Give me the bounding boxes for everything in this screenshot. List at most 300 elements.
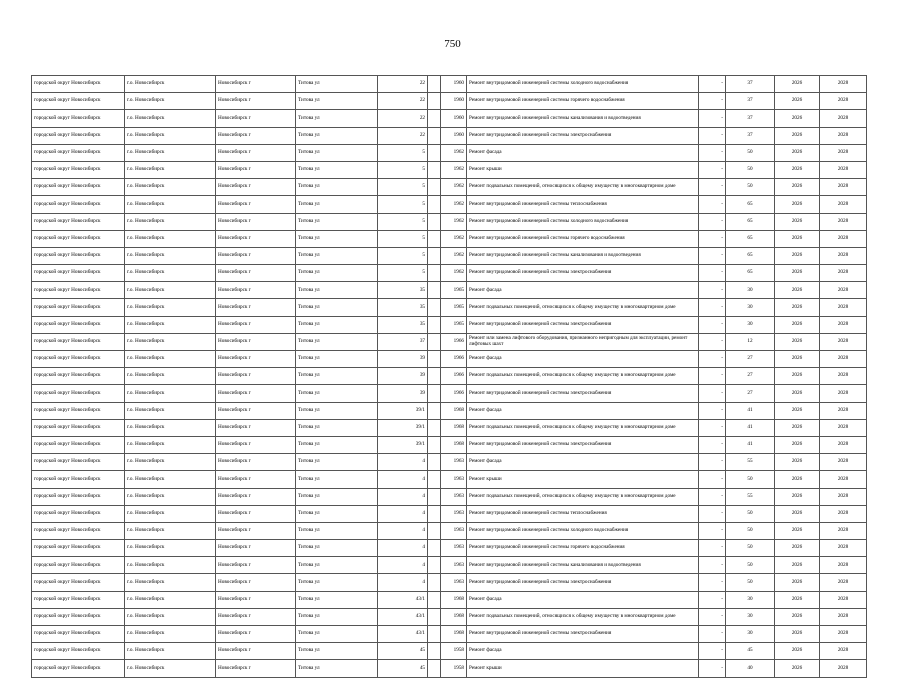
start-year-cell: 2026 bbox=[775, 488, 820, 505]
dash-cell: - bbox=[699, 110, 726, 127]
table-body bbox=[32, 76, 867, 678]
municipality-cell: городской округ Новосибирск bbox=[32, 196, 125, 213]
building-cell bbox=[428, 557, 441, 574]
work-type-cell: Ремонт подвальных помещений, относящихся к общему имуществу в многоквартирном доме bbox=[467, 368, 699, 385]
year-cell: 1965 bbox=[441, 316, 467, 333]
period-cell: 50 bbox=[726, 574, 775, 591]
city-cell: Новосибирск г bbox=[216, 608, 296, 625]
city-cell: Новосибирск г bbox=[216, 540, 296, 557]
start-year-cell: 2026 bbox=[775, 351, 820, 368]
city-cell: Новосибирск г bbox=[216, 282, 296, 299]
period-cell: 50 bbox=[726, 540, 775, 557]
dash-cell: - bbox=[699, 351, 726, 368]
building-cell bbox=[428, 213, 441, 230]
street-cell: Титова ул bbox=[296, 522, 378, 539]
end-year-cell: 2028 bbox=[820, 247, 867, 264]
street-cell: Титова ул bbox=[296, 643, 378, 660]
table-row bbox=[32, 385, 867, 402]
dash-cell: - bbox=[699, 471, 726, 488]
city-cell: Новосибирск г bbox=[216, 385, 296, 402]
start-year-cell: 2026 bbox=[775, 196, 820, 213]
city-cell: Новосибирск г bbox=[216, 454, 296, 471]
street-cell: Титова ул bbox=[296, 316, 378, 333]
start-year-cell: 2026 bbox=[775, 419, 820, 436]
work-type-cell: Ремонт крыши bbox=[467, 471, 699, 488]
street-cell: Титова ул bbox=[296, 436, 378, 453]
city-cell: Новосибирск г bbox=[216, 626, 296, 643]
building-cell bbox=[428, 660, 441, 677]
district-cell: г.о. Новосибирск bbox=[125, 591, 216, 608]
dash-cell: - bbox=[699, 368, 726, 385]
start-year-cell: 2026 bbox=[775, 247, 820, 264]
table-row bbox=[32, 161, 867, 178]
street-cell: Титова ул bbox=[296, 265, 378, 282]
district-cell: г.о. Новосибирск bbox=[125, 282, 216, 299]
house-cell: 45 bbox=[378, 643, 428, 660]
city-cell: Новосибирск г bbox=[216, 557, 296, 574]
house-cell: 39/1 bbox=[378, 402, 428, 419]
start-year-cell: 2026 bbox=[775, 179, 820, 196]
period-cell: 40 bbox=[726, 660, 775, 677]
house-cell: 45 bbox=[378, 660, 428, 677]
building-cell bbox=[428, 488, 441, 505]
table-row bbox=[32, 591, 867, 608]
end-year-cell: 2028 bbox=[820, 402, 867, 419]
work-type-cell: Ремонт внутридомовой инженерной системы горячего водоснабжения bbox=[467, 540, 699, 557]
district-cell: г.о. Новосибирск bbox=[125, 196, 216, 213]
year-cell: 1965 bbox=[441, 282, 467, 299]
dash-cell: - bbox=[699, 660, 726, 677]
house-cell: 39/1 bbox=[378, 419, 428, 436]
dash-cell: - bbox=[699, 179, 726, 196]
street-cell: Титова ул bbox=[296, 213, 378, 230]
work-type-cell: Ремонт внутридомовой инженерной системы электроснабжения bbox=[467, 127, 699, 144]
work-type-cell: Ремонт внутридомовой инженерной системы электроснабжения bbox=[467, 436, 699, 453]
municipality-cell: городской округ Новосибирск bbox=[32, 385, 125, 402]
dash-cell: - bbox=[699, 643, 726, 660]
work-type-cell: Ремонт внутридомовой инженерной системы теплоснабжения bbox=[467, 196, 699, 213]
end-year-cell: 2028 bbox=[820, 540, 867, 557]
district-cell: г.о. Новосибирск bbox=[125, 505, 216, 522]
house-cell: 35 bbox=[378, 299, 428, 316]
street-cell: Титова ул bbox=[296, 127, 378, 144]
end-year-cell: 2028 bbox=[820, 643, 867, 660]
year-cell: 1962 bbox=[441, 213, 467, 230]
work-type-cell: Ремонт внутридомовой инженерной системы холодного водоснабжения bbox=[467, 76, 699, 93]
table-row bbox=[32, 522, 867, 539]
end-year-cell: 2028 bbox=[820, 436, 867, 453]
street-cell: Титова ул bbox=[296, 608, 378, 625]
period-cell: 30 bbox=[726, 626, 775, 643]
end-year-cell: 2028 bbox=[820, 110, 867, 127]
street-cell: Титова ул bbox=[296, 333, 378, 350]
municipality-cell: городской округ Новосибирск bbox=[32, 333, 125, 350]
building-cell bbox=[428, 333, 441, 350]
period-cell: 41 bbox=[726, 436, 775, 453]
municipality-cell: городской округ Новосибирск bbox=[32, 436, 125, 453]
work-type-cell: Ремонт внутридомовой инженерной системы холодного водоснабжения bbox=[467, 213, 699, 230]
table-row bbox=[32, 626, 867, 643]
table-row bbox=[32, 488, 867, 505]
municipality-cell: городской округ Новосибирск bbox=[32, 402, 125, 419]
street-cell: Титова ул bbox=[296, 574, 378, 591]
dash-cell: - bbox=[699, 282, 726, 299]
dash-cell: - bbox=[699, 436, 726, 453]
year-cell: 1965 bbox=[441, 299, 467, 316]
end-year-cell: 2028 bbox=[820, 454, 867, 471]
dash-cell: - bbox=[699, 316, 726, 333]
start-year-cell: 2026 bbox=[775, 76, 820, 93]
table-row bbox=[32, 660, 867, 677]
municipality-cell: городской округ Новосибирск bbox=[32, 282, 125, 299]
start-year-cell: 2026 bbox=[775, 93, 820, 110]
district-cell: г.о. Новосибирск bbox=[125, 471, 216, 488]
end-year-cell: 2028 bbox=[820, 213, 867, 230]
start-year-cell: 2026 bbox=[775, 213, 820, 230]
table-row bbox=[32, 316, 867, 333]
district-cell: г.о. Новосибирск bbox=[125, 144, 216, 161]
district-cell: г.о. Новосибирск bbox=[125, 626, 216, 643]
work-type-cell: Ремонт внутридомовой инженерной системы холодного водоснабжения bbox=[467, 522, 699, 539]
end-year-cell: 2028 bbox=[820, 230, 867, 247]
district-cell: г.о. Новосибирск bbox=[125, 522, 216, 539]
municipality-cell: городской округ Новосибирск bbox=[32, 540, 125, 557]
dash-cell: - bbox=[699, 76, 726, 93]
year-cell: 1958 bbox=[441, 643, 467, 660]
work-type-cell: Ремонт фасада bbox=[467, 351, 699, 368]
year-cell: 1968 bbox=[441, 402, 467, 419]
street-cell: Титова ул bbox=[296, 557, 378, 574]
municipality-cell: городской округ Новосибирск bbox=[32, 161, 125, 178]
table-row bbox=[32, 110, 867, 127]
street-cell: Титова ул bbox=[296, 454, 378, 471]
work-type-cell: Ремонт внутридомовой инженерной системы теплоснабжения bbox=[467, 505, 699, 522]
district-cell: г.о. Новосибирск bbox=[125, 660, 216, 677]
table-row bbox=[32, 127, 867, 144]
city-cell: Новосибирск г bbox=[216, 93, 296, 110]
start-year-cell: 2026 bbox=[775, 282, 820, 299]
building-cell bbox=[428, 454, 441, 471]
district-cell: г.о. Новосибирск bbox=[125, 385, 216, 402]
building-cell bbox=[428, 522, 441, 539]
period-cell: 55 bbox=[726, 454, 775, 471]
street-cell: Титова ул bbox=[296, 247, 378, 264]
dash-cell: - bbox=[699, 127, 726, 144]
dash-cell: - bbox=[699, 385, 726, 402]
end-year-cell: 2028 bbox=[820, 608, 867, 625]
building-cell bbox=[428, 247, 441, 264]
dash-cell: - bbox=[699, 265, 726, 282]
municipality-cell: городской округ Новосибирск bbox=[32, 316, 125, 333]
street-cell: Титова ул bbox=[296, 385, 378, 402]
end-year-cell: 2028 bbox=[820, 419, 867, 436]
municipality-cell: городской округ Новосибирск bbox=[32, 608, 125, 625]
work-type-cell: Ремонт подвальных помещений, относящихся к общему имуществу в многоквартирном доме bbox=[467, 299, 699, 316]
house-cell: 35 bbox=[378, 282, 428, 299]
work-type-cell: Ремонт внутридомовой инженерной системы электроснабжения bbox=[467, 265, 699, 282]
end-year-cell: 2028 bbox=[820, 316, 867, 333]
city-cell: Новосибирск г bbox=[216, 265, 296, 282]
house-cell: 22 bbox=[378, 76, 428, 93]
year-cell: 1960 bbox=[441, 110, 467, 127]
start-year-cell: 2026 bbox=[775, 626, 820, 643]
street-cell: Титова ул bbox=[296, 351, 378, 368]
house-cell: 43/1 bbox=[378, 591, 428, 608]
building-cell bbox=[428, 643, 441, 660]
city-cell: Новосибирск г bbox=[216, 436, 296, 453]
period-cell: 41 bbox=[726, 419, 775, 436]
municipality-cell: городской округ Новосибирск bbox=[32, 574, 125, 591]
municipality-cell: городской округ Новосибирск bbox=[32, 230, 125, 247]
house-cell: 43/1 bbox=[378, 626, 428, 643]
dash-cell: - bbox=[699, 454, 726, 471]
year-cell: 1960 bbox=[441, 76, 467, 93]
house-cell: 37 bbox=[378, 333, 428, 350]
house-cell: 5 bbox=[378, 161, 428, 178]
house-cell: 5 bbox=[378, 247, 428, 264]
repair-schedule-table bbox=[31, 75, 867, 678]
work-type-cell: Ремонт внутридомовой инженерной системы электроснабжения bbox=[467, 316, 699, 333]
start-year-cell: 2026 bbox=[775, 299, 820, 316]
district-cell: г.о. Новосибирск bbox=[125, 419, 216, 436]
building-cell bbox=[428, 316, 441, 333]
municipality-cell: городской округ Новосибирск bbox=[32, 643, 125, 660]
city-cell: Новосибирск г bbox=[216, 419, 296, 436]
year-cell: 1960 bbox=[441, 127, 467, 144]
start-year-cell: 2026 bbox=[775, 471, 820, 488]
dash-cell: - bbox=[699, 540, 726, 557]
table-row bbox=[32, 643, 867, 660]
city-cell: Новосибирск г bbox=[216, 76, 296, 93]
house-cell: 43/1 bbox=[378, 608, 428, 625]
city-cell: Новосибирск г bbox=[216, 505, 296, 522]
period-cell: 45 bbox=[726, 643, 775, 660]
city-cell: Новосибирск г bbox=[216, 127, 296, 144]
table-row bbox=[32, 265, 867, 282]
municipality-cell: городской округ Новосибирск bbox=[32, 127, 125, 144]
dash-cell: - bbox=[699, 230, 726, 247]
period-cell: 27 bbox=[726, 351, 775, 368]
period-cell: 27 bbox=[726, 368, 775, 385]
building-cell bbox=[428, 385, 441, 402]
house-cell: 39 bbox=[378, 351, 428, 368]
building-cell bbox=[428, 419, 441, 436]
building-cell bbox=[428, 230, 441, 247]
table-row bbox=[32, 540, 867, 557]
building-cell bbox=[428, 299, 441, 316]
dash-cell: - bbox=[699, 522, 726, 539]
end-year-cell: 2028 bbox=[820, 574, 867, 591]
year-cell: 1962 bbox=[441, 265, 467, 282]
work-type-cell: Ремонт подвальных помещений, относящихся к общему имуществу в многоквартирном доме bbox=[467, 179, 699, 196]
period-cell: 27 bbox=[726, 385, 775, 402]
dash-cell: - bbox=[699, 574, 726, 591]
municipality-cell: городской округ Новосибирск bbox=[32, 179, 125, 196]
street-cell: Титова ул bbox=[296, 488, 378, 505]
end-year-cell: 2028 bbox=[820, 93, 867, 110]
start-year-cell: 2026 bbox=[775, 608, 820, 625]
building-cell bbox=[428, 368, 441, 385]
house-cell: 4 bbox=[378, 574, 428, 591]
period-cell: 12 bbox=[726, 333, 775, 350]
dash-cell: - bbox=[699, 144, 726, 161]
dash-cell: - bbox=[699, 196, 726, 213]
table-row bbox=[32, 213, 867, 230]
city-cell: Новосибирск г bbox=[216, 299, 296, 316]
district-cell: г.о. Новосибирск bbox=[125, 574, 216, 591]
building-cell bbox=[428, 436, 441, 453]
work-type-cell: Ремонт фасада bbox=[467, 643, 699, 660]
municipality-cell: городской округ Новосибирск bbox=[32, 591, 125, 608]
table-row bbox=[32, 93, 867, 110]
period-cell: 50 bbox=[726, 557, 775, 574]
house-cell: 35 bbox=[378, 316, 428, 333]
dash-cell: - bbox=[699, 591, 726, 608]
start-year-cell: 2026 bbox=[775, 316, 820, 333]
house-cell: 4 bbox=[378, 488, 428, 505]
end-year-cell: 2028 bbox=[820, 626, 867, 643]
start-year-cell: 2026 bbox=[775, 643, 820, 660]
building-cell bbox=[428, 76, 441, 93]
house-cell: 4 bbox=[378, 540, 428, 557]
city-cell: Новосибирск г bbox=[216, 333, 296, 350]
table-row bbox=[32, 179, 867, 196]
municipality-cell: городской округ Новосибирск bbox=[32, 368, 125, 385]
dash-cell: - bbox=[699, 402, 726, 419]
period-cell: 30 bbox=[726, 299, 775, 316]
city-cell: Новосибирск г bbox=[216, 316, 296, 333]
district-cell: г.о. Новосибирск bbox=[125, 230, 216, 247]
table-row bbox=[32, 333, 867, 350]
end-year-cell: 2028 bbox=[820, 660, 867, 677]
table-row bbox=[32, 368, 867, 385]
street-cell: Титова ул bbox=[296, 299, 378, 316]
table-row bbox=[32, 402, 867, 419]
district-cell: г.о. Новосибирск bbox=[125, 557, 216, 574]
page-number: 750 bbox=[444, 38, 461, 50]
period-cell: 65 bbox=[726, 247, 775, 264]
work-type-cell: Ремонт внутридомовой инженерной системы электроснабжения bbox=[467, 385, 699, 402]
municipality-cell: городской округ Новосибирск bbox=[32, 144, 125, 161]
work-type-cell: Ремонт внутридомовой инженерной системы электроснабжения bbox=[467, 626, 699, 643]
city-cell: Новосибирск г bbox=[216, 402, 296, 419]
municipality-cell: городской округ Новосибирск bbox=[32, 76, 125, 93]
start-year-cell: 2026 bbox=[775, 557, 820, 574]
period-cell: 65 bbox=[726, 196, 775, 213]
period-cell: 30 bbox=[726, 608, 775, 625]
period-cell: 50 bbox=[726, 161, 775, 178]
municipality-cell: городской округ Новосибирск bbox=[32, 299, 125, 316]
start-year-cell: 2026 bbox=[775, 436, 820, 453]
period-cell: 65 bbox=[726, 230, 775, 247]
building-cell bbox=[428, 93, 441, 110]
district-cell: г.о. Новосибирск bbox=[125, 127, 216, 144]
table-row bbox=[32, 505, 867, 522]
year-cell: 1963 bbox=[441, 471, 467, 488]
table-row bbox=[32, 471, 867, 488]
municipality-cell: городской округ Новосибирск bbox=[32, 626, 125, 643]
dash-cell: - bbox=[699, 299, 726, 316]
start-year-cell: 2026 bbox=[775, 505, 820, 522]
street-cell: Титова ул bbox=[296, 591, 378, 608]
table-row bbox=[32, 608, 867, 625]
city-cell: Новосибирск г bbox=[216, 144, 296, 161]
period-cell: 41 bbox=[726, 402, 775, 419]
street-cell: Титова ул bbox=[296, 196, 378, 213]
start-year-cell: 2026 bbox=[775, 161, 820, 178]
municipality-cell: городской округ Новосибирск bbox=[32, 247, 125, 264]
street-cell: Титова ул bbox=[296, 540, 378, 557]
building-cell bbox=[428, 127, 441, 144]
end-year-cell: 2028 bbox=[820, 127, 867, 144]
district-cell: г.о. Новосибирск bbox=[125, 333, 216, 350]
district-cell: г.о. Новосибирск bbox=[125, 161, 216, 178]
dash-cell: - bbox=[699, 93, 726, 110]
building-cell bbox=[428, 505, 441, 522]
city-cell: Новосибирск г bbox=[216, 161, 296, 178]
work-type-cell: Ремонт подвальных помещений, относящихся к общему имуществу в многоквартирном доме bbox=[467, 488, 699, 505]
year-cell: 1960 bbox=[441, 93, 467, 110]
table-row bbox=[32, 144, 867, 161]
building-cell bbox=[428, 471, 441, 488]
building-cell bbox=[428, 282, 441, 299]
street-cell: Титова ул bbox=[296, 144, 378, 161]
city-cell: Новосибирск г bbox=[216, 574, 296, 591]
dash-cell: - bbox=[699, 333, 726, 350]
house-cell: 5 bbox=[378, 196, 428, 213]
district-cell: г.о. Новосибирск bbox=[125, 608, 216, 625]
period-cell: 50 bbox=[726, 144, 775, 161]
district-cell: г.о. Новосибирск bbox=[125, 368, 216, 385]
district-cell: г.о. Новосибирск bbox=[125, 265, 216, 282]
work-type-cell: Ремонт фасада bbox=[467, 591, 699, 608]
period-cell: 30 bbox=[726, 316, 775, 333]
end-year-cell: 2028 bbox=[820, 351, 867, 368]
street-cell: Титова ул bbox=[296, 368, 378, 385]
start-year-cell: 2026 bbox=[775, 333, 820, 350]
work-type-cell: Ремонт внутридомовой инженерной системы канализования и водоотведения bbox=[467, 557, 699, 574]
period-cell: 50 bbox=[726, 471, 775, 488]
work-type-cell: Ремонт крыши bbox=[467, 161, 699, 178]
work-type-cell: Ремонт крыши bbox=[467, 660, 699, 677]
city-cell: Новосибирск г bbox=[216, 230, 296, 247]
city-cell: Новосибирск г bbox=[216, 522, 296, 539]
year-cell: 1966 bbox=[441, 385, 467, 402]
year-cell: 1962 bbox=[441, 179, 467, 196]
house-cell: 5 bbox=[378, 265, 428, 282]
start-year-cell: 2026 bbox=[775, 144, 820, 161]
building-cell bbox=[428, 179, 441, 196]
table-row bbox=[32, 419, 867, 436]
start-year-cell: 2026 bbox=[775, 454, 820, 471]
dash-cell: - bbox=[699, 419, 726, 436]
table-row bbox=[32, 574, 867, 591]
period-cell: 50 bbox=[726, 179, 775, 196]
house-cell: 4 bbox=[378, 454, 428, 471]
district-cell: г.о. Новосибирск bbox=[125, 351, 216, 368]
dash-cell: - bbox=[699, 557, 726, 574]
building-cell bbox=[428, 574, 441, 591]
year-cell: 1962 bbox=[441, 247, 467, 264]
year-cell: 1966 bbox=[441, 333, 467, 350]
work-type-cell: Ремонт внутридомовой инженерной системы электроснабжения bbox=[467, 574, 699, 591]
work-type-cell: Ремонт фасада bbox=[467, 454, 699, 471]
building-cell bbox=[428, 144, 441, 161]
dash-cell: - bbox=[699, 488, 726, 505]
year-cell: 1958 bbox=[441, 660, 467, 677]
start-year-cell: 2026 bbox=[775, 385, 820, 402]
district-cell: г.о. Новосибирск bbox=[125, 316, 216, 333]
